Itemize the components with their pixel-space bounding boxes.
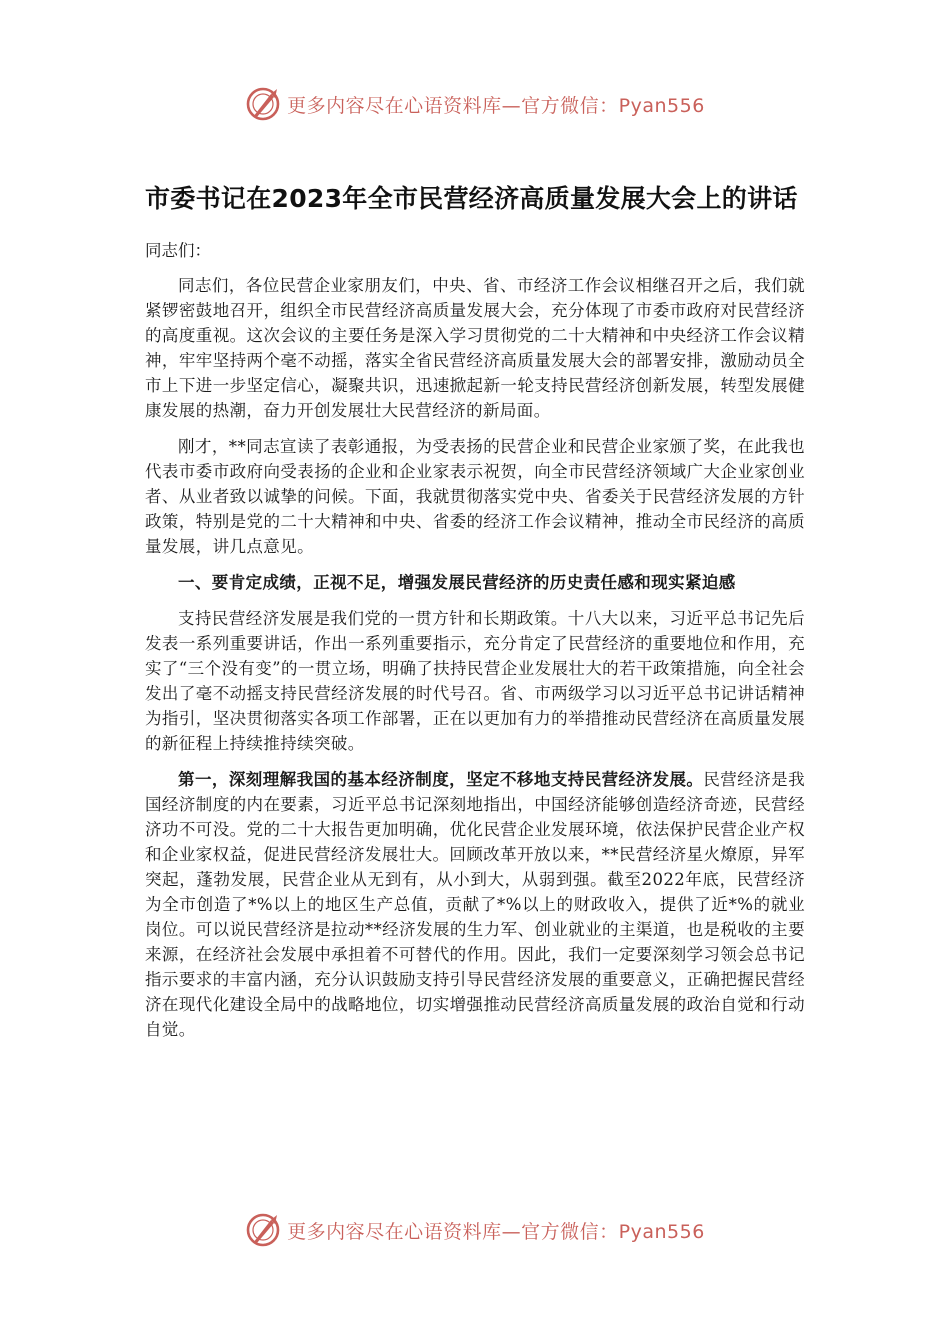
point-lead: 第一，深刻理解我国的基本经济制度，坚定不移地支持民营经济发展。 [178, 770, 704, 789]
section-paragraph: 支持民营经济发展是我们党的一贯方针和长期政策。十八大以来，习近平总书记先后发表一系列重要讲话，作出一系列重要指示，充分肯定了民营经济的重要地位和作用，充实了“三个没有变”的一贯立场，明确了扶持民营企业发展壮大的若干政策措施，向全社会发出了毫不动摇支持民营经济发展的时代号召。省、市两级学习以习近平总书记讲话精神为指引，坚决贯彻落实各项工作部署，正在以更加有力的举措推动民营经济在高质量发展的新征程上持续推持续突破。 [145, 609, 805, 753]
paragraph-intro: 刚才，**同志宣读了表彰通报，为受表扬的民营企业和民营企业家颁了奖，在此我也代表市委市政府向受表扬的企业和企业家表示祝贺，向全市民营经济领域广大企业家创业者、从业者致以诚挚的问候。下面，我就贯彻落实党中央、省委关于民营经济发展的方针政策，特别是党的二十大精神和中央、省委的经济工作会议精神，推动全市民经济的高质量发展，讲几点意见。 [145, 437, 805, 556]
quill-logo-icon [245, 86, 281, 122]
header-banner [0, 84, 950, 124]
point-body: 民营经济是我国经济制度的内在要素，习近平总书记深刻地指出，中国经济能够创造经济奇迹，民营经济功不可没。党的二十大报告更加明确，优化民营企业发展环境，依法保护民营企业产权和企业家权益，促进民营经济发展壮大。回顾改革开放以来，**民营经济星火燎原，异军突起，蓬勃发展，民营企业从无到有，从小到大，从弱到强。截至2022年底，民营经济为全市创造了*%以上的地区生产总值，贡献了*%以上的财政收入，提供了近*%的就业岗位。可以说民营经济是拉动**经济发展的生力军、创业就业的主渠道，也是税收的主要来源，在经济社会发展中承担着不可替代的作用。因此，我们一定要深刻学习领会总书记指示要求的丰富内涵，充分认识鼓励支持引导民营经济发展的重要意义，正确把握民营经济在现代化建设全局中的战略地位，切实增强推动民营经济高质量发展的政治自觉和行动自觉。 [145, 770, 805, 1039]
quill-logo-icon [245, 1212, 281, 1248]
point-paragraph [145, 767, 805, 1042]
header-banner-text: 更多内容尽在心语资料库—官方微信：Pyan556 [287, 94, 705, 117]
footer-banner [0, 1210, 950, 1250]
section-heading: 一、要肯定成绩，正视不足，增强发展民营经济的历史责任感和现实紧迫感 [178, 573, 736, 592]
document-title: 市委书记在2023年全市民营经济高质量发展大会上的讲话 [145, 184, 798, 213]
footer-banner-text: 更多内容尽在心语资料库—官方微信：Pyan556 [287, 1220, 705, 1243]
salutation: 同志们： [145, 241, 211, 260]
document-body [145, 176, 805, 1053]
paragraph-opening: 同志们，各位民营企业家朋友们，中央、省、市经济工作会议相继召开之后，我们就紧锣密鼓地召开，组织全市民营经济高质量发展大会，充分体现了市委市政府对民营经济的高度重视。这次会议的主要任务是深入学习贯彻党的二十大精神和中央经济工作会议精神，牢牢坚持两个毫不动摇，落实全省民营经济高质量发展大会的部署安排，激励动员全市上下进一步坚定信心，凝聚共识，迅速掀起新一轮支持民营经济创新发展，转型发展健康发展的热潮，奋力开创发展壮大民营经济的新局面。 [145, 276, 805, 420]
